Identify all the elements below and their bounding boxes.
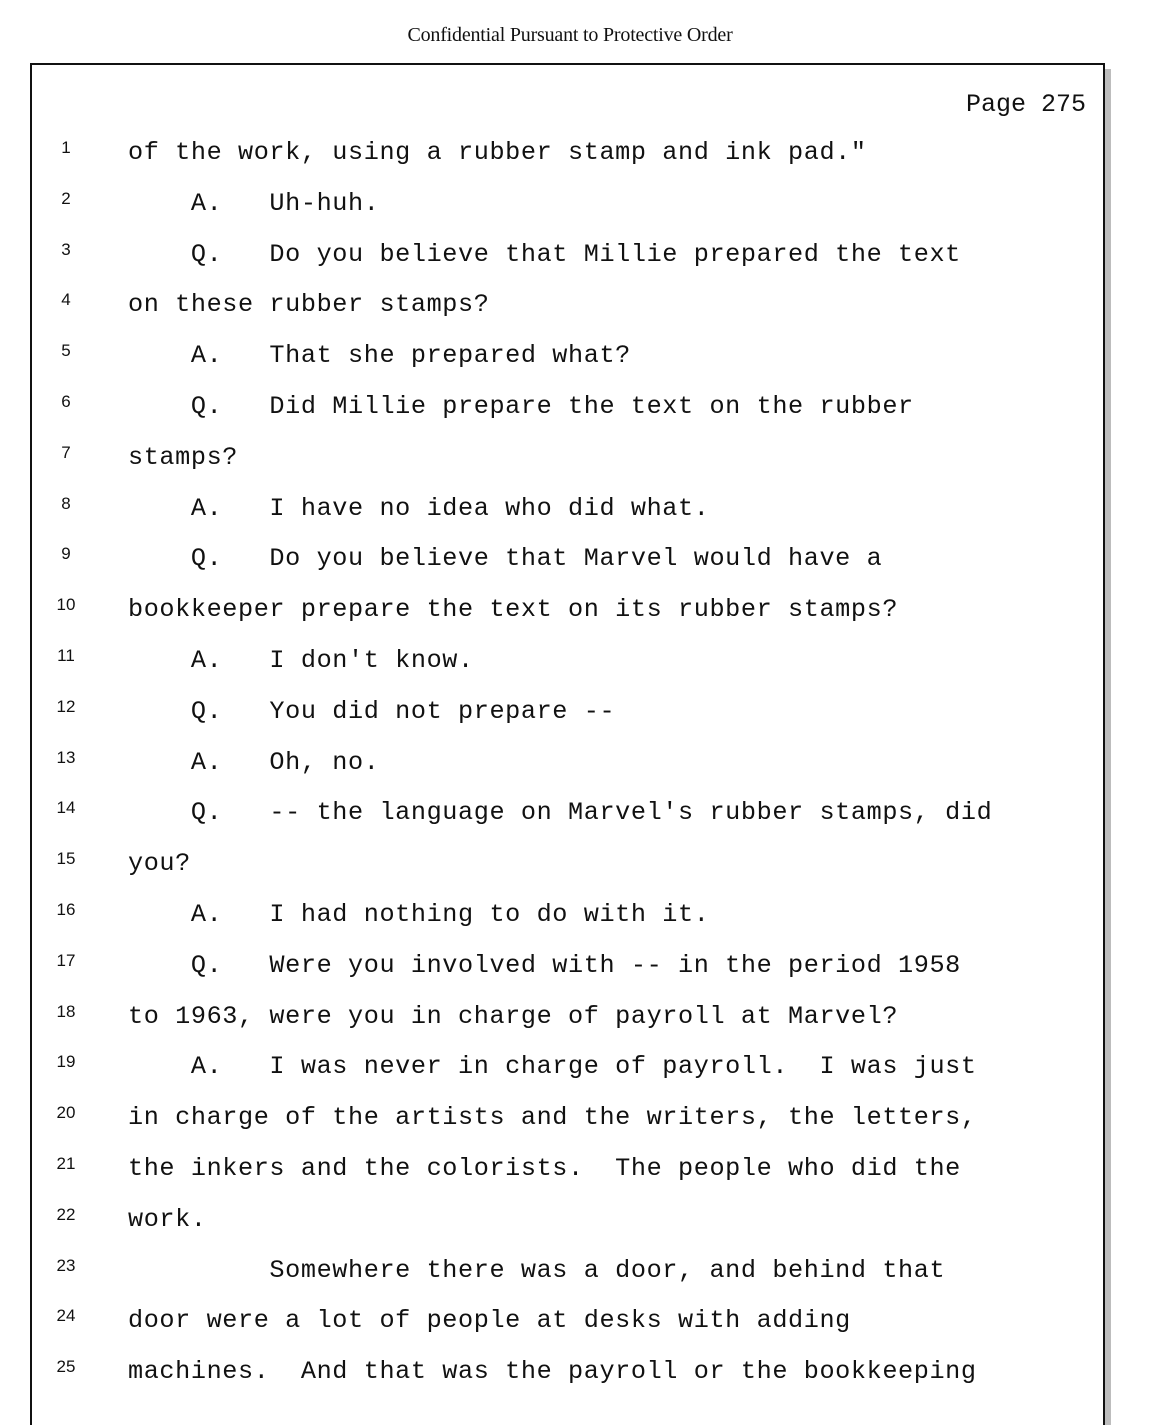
transcript-line xyxy=(0,640,1100,691)
line-text: to 1963, were you in charge of payroll at Marvel? xyxy=(128,1001,899,1031)
line-number: 6 xyxy=(61,391,71,411)
line-number: 24 xyxy=(56,1306,76,1326)
transcript-line xyxy=(0,183,1100,234)
line-number: 13 xyxy=(56,747,76,767)
transcript-line xyxy=(0,284,1100,335)
transcript-line xyxy=(0,691,1100,742)
transcript-line xyxy=(0,234,1100,285)
transcript-line xyxy=(0,1199,1100,1250)
transcript-line xyxy=(0,894,1100,945)
line-text: Q. Do you believe that Marvel would have a xyxy=(128,544,883,574)
transcript-line xyxy=(0,996,1100,1047)
transcript-line xyxy=(0,538,1100,589)
line-text: Q. Were you involved with -- in the period 1958 xyxy=(128,950,961,980)
line-text: A. That she prepared what? xyxy=(128,341,631,371)
transcript-line xyxy=(0,386,1100,437)
line-number: 19 xyxy=(56,1052,76,1072)
transcript-line xyxy=(0,437,1100,488)
line-text: A. I was never in charge of payroll. I was just xyxy=(128,1052,977,1082)
line-text: Somewhere there was a door, and behind that xyxy=(128,1255,946,1285)
line-number: 14 xyxy=(56,798,76,818)
line-number: 11 xyxy=(57,645,75,665)
line-text: door were a lot of people at desks with adding xyxy=(128,1306,851,1336)
line-number: 21 xyxy=(56,1153,76,1173)
transcript-line xyxy=(0,1046,1100,1097)
line-text: A. I have no idea who did what. xyxy=(128,493,710,523)
line-number: 17 xyxy=(56,950,76,970)
transcript-line xyxy=(0,589,1100,640)
transcript-line xyxy=(0,1097,1100,1148)
line-number: 5 xyxy=(61,341,71,361)
line-text: A. Oh, no. xyxy=(128,747,380,777)
transcript-line xyxy=(0,742,1100,793)
document-header: Confidential Pursuant to Protective Order xyxy=(407,24,733,46)
line-number: 9 xyxy=(61,544,71,564)
line-number: 2 xyxy=(61,188,71,208)
line-number: 23 xyxy=(56,1255,76,1275)
transcript-line xyxy=(0,132,1100,183)
transcript-line xyxy=(0,335,1100,386)
transcript-line xyxy=(0,945,1100,996)
line-text: you? xyxy=(128,849,191,879)
line-number: 15 xyxy=(56,849,76,869)
line-text: the inkers and the colorists. The people who did the xyxy=(128,1153,961,1183)
transcript-line xyxy=(0,843,1100,894)
line-text: of the work, using a rubber stamp and ink pad." xyxy=(128,138,867,167)
transcript-line xyxy=(0,1148,1100,1199)
line-number: 20 xyxy=(56,1103,76,1123)
line-text: in charge of the artists and the writers, the letters, xyxy=(128,1103,977,1133)
line-number: 4 xyxy=(61,290,71,310)
line-number: 10 xyxy=(56,595,76,615)
line-text: Q. Do you believe that Millie prepared the text xyxy=(128,239,961,269)
line-text: machines. And that was the payroll or the bookkeeping xyxy=(128,1357,977,1387)
line-text: bookkeeper prepare the text on its rubber stamps? xyxy=(128,595,899,625)
line-number: 16 xyxy=(56,899,76,919)
line-text: Q. -- the language on Marvel's rubber stamps, did xyxy=(128,798,993,828)
line-text: work. xyxy=(128,1204,207,1234)
transcript-line xyxy=(0,488,1100,539)
line-text: Q. You did not prepare -- xyxy=(128,696,616,726)
transcript-line xyxy=(0,1300,1100,1351)
page-number: Page 275 xyxy=(965,90,1086,119)
transcript-line xyxy=(0,792,1100,843)
transcript-lines xyxy=(0,132,1100,1402)
line-number: 12 xyxy=(56,696,76,716)
line-text: A. I don't know. xyxy=(128,645,474,675)
line-number: 8 xyxy=(61,493,71,513)
transcript-line xyxy=(0,1250,1100,1301)
line-text: Q. Did Millie prepare the text on the rubber xyxy=(128,391,914,421)
line-number: 22 xyxy=(56,1204,76,1224)
line-text: on these rubber stamps? xyxy=(128,290,490,320)
line-text: A. Uh-huh. xyxy=(128,188,380,218)
transcript-line xyxy=(0,1351,1100,1402)
line-number: 3 xyxy=(61,239,71,259)
line-text: A. I had nothing to do with it. xyxy=(128,899,710,929)
line-number: 1 xyxy=(61,138,71,157)
line-text: stamps? xyxy=(128,442,239,472)
line-number: 25 xyxy=(56,1357,76,1377)
line-number: 18 xyxy=(56,1001,76,1021)
line-number: 7 xyxy=(61,442,71,462)
